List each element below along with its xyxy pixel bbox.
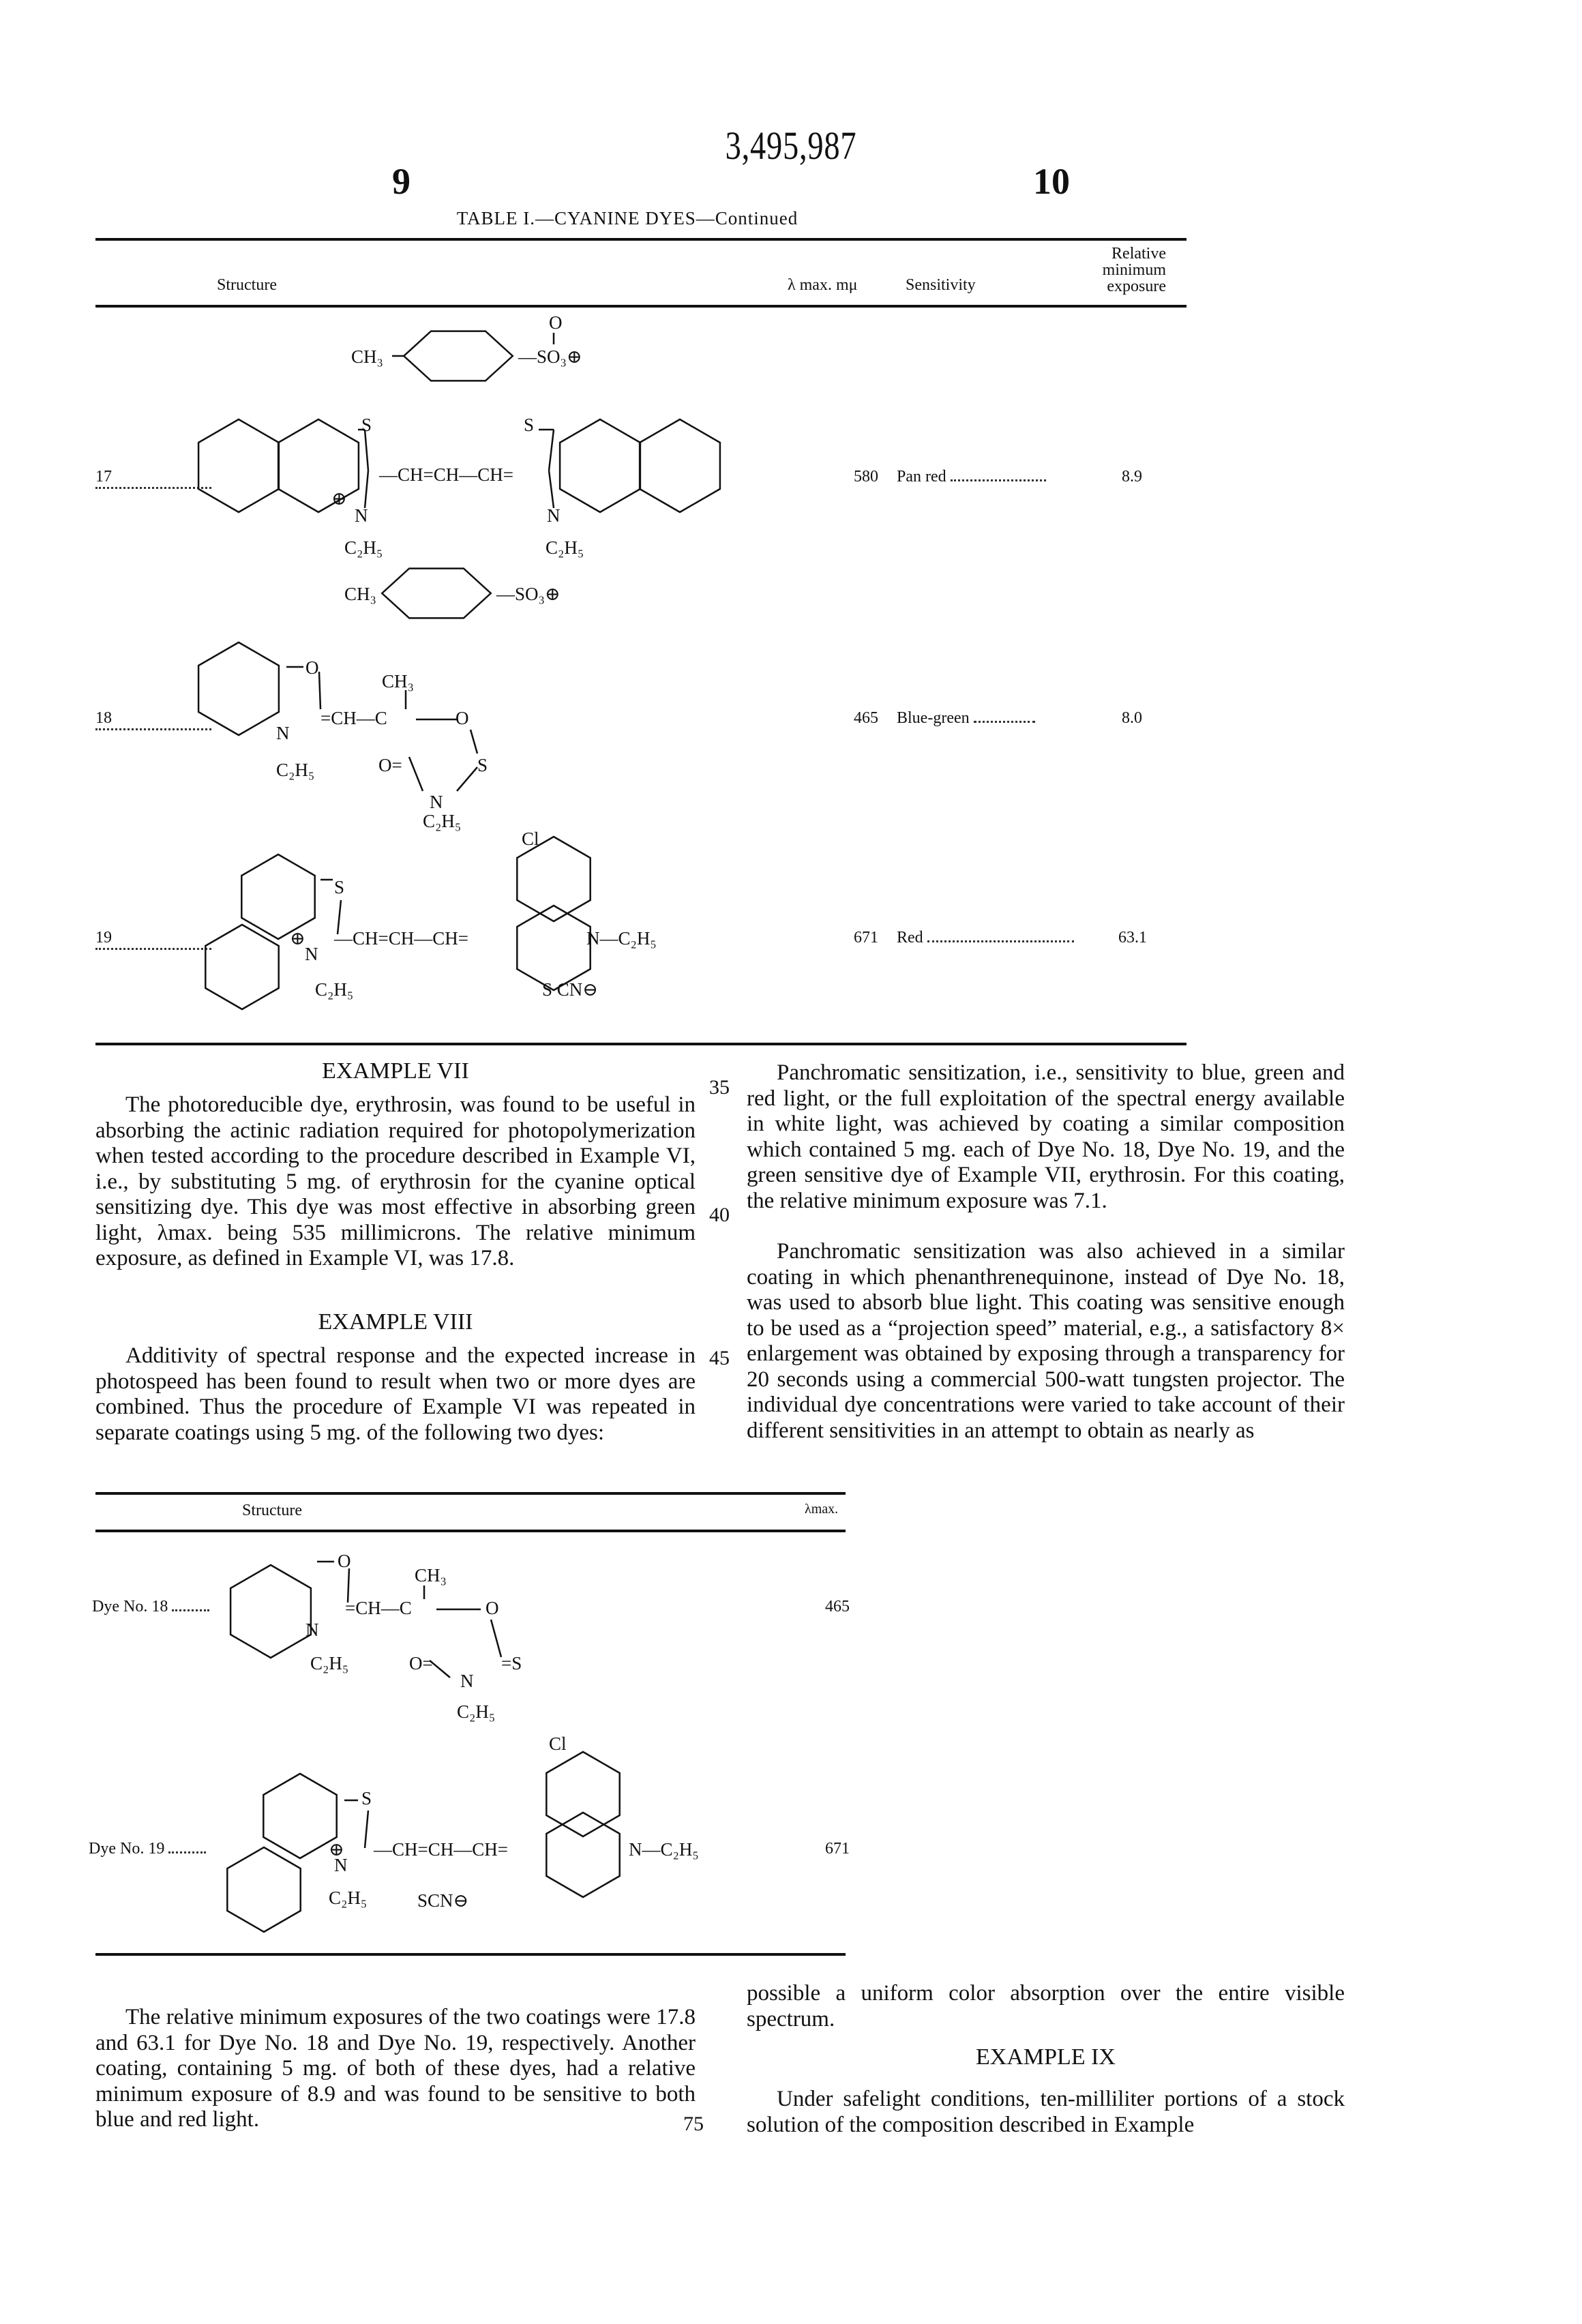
heading-example-ix: EXAMPLE IX [747,2044,1345,2070]
bond-line [365,430,368,471]
line-number: 45 [709,1347,730,1370]
atom-label: O [486,1598,499,1618]
sensitivity-text: Pan red [897,468,946,486]
atom-label: N [355,505,368,526]
heading-example-vii: EXAMPLE VII [95,1058,696,1084]
bond-line [549,430,554,471]
structure-dye-17 [331,312,584,558]
row-exposure: 8.9 [1122,468,1142,486]
ring-icon [546,1813,619,1897]
bond-line [365,1811,368,1848]
ring-icon [227,1847,300,1932]
ring-icon [205,925,278,1009]
paragraph-example-ix: Under safelight conditions, ten-milliliter portions of a stock solution of the composition described in Example [747,2087,1345,2138]
header-sensitivity: Sensitivity [906,276,976,295]
header-exposure-line: Relative [1050,245,1166,262]
header-lambda: λ max. mμ [788,276,858,295]
bond-line [457,767,477,791]
bond-line [471,730,477,754]
chain-label: —CH=CH—CH= [333,928,468,949]
ring-icon [241,854,314,939]
header-exposure-line: minimum [1050,262,1166,278]
atom-label: N [276,723,290,743]
bond-line [365,471,368,508]
chain-label: —CH=CH—CH= [373,1839,508,1860]
column-number-left: 9 [392,160,411,203]
row-number: 18 [95,709,211,730]
table2-header-structure: Structure [242,1502,302,1520]
structure-table2-dye-18 [305,1551,522,1722]
row-number: 19 [95,929,211,950]
paragraph-example-vii: The photoreducible dye, erythrosin, was found to be useful in absorbing the actinic radiation required for photopolymerization when tested according to the procedure described in Example VI, i.e., by substituting 5 mg. of erythrosin for the cyanine optical sensitizing dye. This dye was most effective in absorbing green light, λmax. being 535 millimicrons. The relative minimum exposure, as defined in Example VI, was 17.8. [95,1092,696,1272]
chain-label: =CH—C [320,708,387,728]
ring-icon [517,837,590,921]
atom-label: C₂H₅ [344,537,383,558]
atom-label: C₂H₅ [546,537,584,558]
bond-line [409,757,423,791]
dye-label [92,1598,209,1616]
patent-number: 3,495,987 [158,123,1424,168]
ring-icon [404,331,513,381]
atom-label: CH₃ [344,584,376,604]
ring-icon [263,1774,336,1858]
charge-label: ⊕ [329,1839,344,1860]
ring-icon [560,419,640,512]
charge-label: ⊕ [331,488,347,509]
heading-example-viii: EXAMPLE VIII [95,1309,696,1335]
row-lambda: 671 [854,929,878,947]
atom-label: =S [501,1653,522,1673]
atom-label: S [524,415,534,435]
atom-label: C₂H₅ [457,1701,495,1722]
ring-icon [198,642,279,735]
atom-label: C₂H₅ [310,1653,348,1673]
dye-lambda: 465 [825,1598,850,1616]
sensitivity-text: Blue-green [897,709,970,727]
ring-icon [230,1565,311,1658]
dye-lambda: 671 [825,1840,850,1858]
row-lambda: 580 [854,468,878,486]
counterion-label: SCN⊖ [417,1890,468,1911]
structure-dye-18 [276,584,561,831]
dye-label [89,1840,206,1858]
atom-label: N—C₂H₅ [629,1839,699,1860]
atom-label: S [361,1788,372,1808]
atom-label: N [460,1671,474,1691]
row-exposure: 8.0 [1122,709,1142,728]
atom-label: O [549,312,563,333]
sensitivity-text: Red [897,929,923,947]
row-exposure: 63.1 [1118,929,1147,947]
atom-label: S [334,877,344,897]
charge-label: ⊕ [290,928,305,949]
atom-label: O [456,708,469,728]
paragraph-panchromatic-2: Panchromatic sensitization was also achieved in a similar coating in which phenanthrenequinone, instead of Dye No. 18, was used to absorb blue light. This coating was sensitive enough to be used as a “projection speed” material, e.g., a satisfactory 8× enlargement was obtained by exposing through a transparency for 20 seconds using a commercial 500-watt tungsten projector. The individual dye concentrations were varied to take account of their different sensitivities in an attempt to obtain as nearly as [747,1239,1345,1444]
atom-label: O= [378,755,402,775]
atom-label: N—C₂H₅ [586,928,657,949]
chain-label: —CH=CH—CH= [378,464,513,485]
ring-icon [546,1752,619,1836]
atom-label: C₂H₅ [423,811,461,831]
atom-label: N [334,1855,348,1875]
ring-icon [198,419,279,512]
structure-dye-19 [290,829,657,1000]
dye-label-text: Dye No. 18 [92,1598,168,1615]
atom-label: CH₃ [382,671,414,691]
paragraph-panchromatic-1: Panchromatic sensitization, i.e., sensitivity to blue, green and red light, or the full exploitation of the spectral energy available in white light, was achieved by coating a similar composition which contained 5 mg. each of Dye No. 18, Dye No. 19, and the green sensitive dye of Example VII, erythrosin. For this coating, the relative minimum exposure was 7.1. [747,1060,1345,1214]
atom-label: Cl [549,1733,567,1754]
line-number: 40 [709,1204,730,1227]
ring-icon [517,906,590,990]
counterion-label: S CN⊖ [542,979,598,1000]
atom-label: O [305,657,319,678]
atom-label: S [361,415,372,435]
row-number: 17 [95,468,211,489]
bond-line [319,672,320,709]
atom-label: S [477,755,488,775]
atom-label: Cl [522,829,539,849]
table2-top-rule [95,1492,846,1495]
table2-header-lambda: λmax. [805,1502,838,1517]
paragraph-example-viii: Additivity of spectral response and the expected increase in photospeed has been found to result when two or more dyes are combined. Thus the procedure of Example VI was repeated in separate coatings using 5 mg. of the following two dyes: [95,1343,696,1446]
atom-label: N [305,1620,319,1640]
header-structure: Structure [217,276,277,295]
atom-label: C₂H₅ [315,979,353,1000]
atom-label: C₂H₅ [276,760,314,780]
atom-label: C₂H₅ [329,1888,367,1908]
column-number-right: 10 [1033,160,1070,203]
table-title: TABLE I.—CYANINE DYES—Continued [82,208,1173,229]
atom-label: N [547,505,561,526]
bond-line [491,1620,501,1657]
atom-label: O [338,1551,351,1571]
row-lambda: 465 [854,709,878,728]
line-number: 75 [683,2113,704,2136]
table2-bottom-rule [95,1953,846,1956]
table2-header-rule [95,1530,846,1532]
atom-label: N [430,792,443,812]
atom-label: —SO₃⊕ [496,584,561,604]
header-exposure-line: exposure [1050,278,1166,295]
structure-table2-dye-19 [329,1733,699,1911]
paragraph-continued: possible a uniform color absorption over the entire visible spectrum. [747,1981,1345,2032]
line-number: 35 [709,1076,730,1099]
dot-leader [172,1609,209,1611]
atom-label: CH₃ [415,1565,447,1585]
atom-label: O= [409,1653,433,1673]
bond-line [549,471,554,508]
atom-label: —SO₃⊕ [518,346,582,367]
dye-label-text: Dye No. 19 [89,1840,164,1858]
atom-label: CH₃ [351,346,383,367]
ring-icon [640,419,720,512]
chain-label: =CH—C [345,1598,412,1618]
dot-leader [168,1851,206,1853]
atom-label: N [305,944,318,964]
ring-icon [382,569,491,619]
paragraph-relative-exposures: The relative minimum exposures of the two coatings were 17.8 and 63.1 for Dye No. 18 and Dye No. 19, respectively. Another coating, containing 5 mg. of both of these dyes, had a relative minimum exposure of 8.9 and was found to be sensitive to both blue and red light. [95,2005,696,2133]
